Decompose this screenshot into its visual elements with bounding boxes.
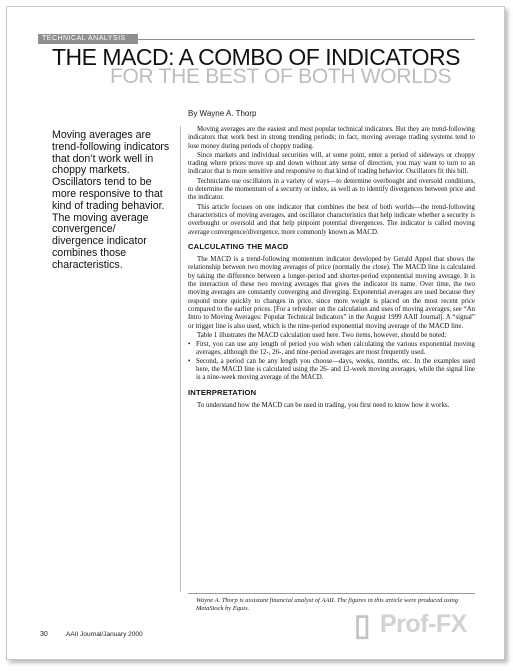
article-title: THE MACD: A COMBO OF INDICATORS bbox=[52, 44, 460, 70]
bio-rule bbox=[188, 593, 475, 594]
byline: By Wayne A. Thorp bbox=[188, 109, 257, 118]
body-paragraph: This article focuses on one indicator that combines the best of both worlds—the trend-following characteristics of moving averages, and oscillator characteristics that help indicate whether a security is overbought or oversold and that help pinpoint potential divergences. The indicator is called moving average convergence/divergence, more commonly known as MACD. bbox=[188, 203, 475, 236]
header-rule bbox=[134, 39, 475, 40]
watermark-text: Prof-FX bbox=[380, 610, 467, 638]
journal-issue: AAII Journal/January 2000 bbox=[66, 631, 143, 638]
section-tag: TECHNICAL ANALYSIS bbox=[38, 34, 138, 44]
section-heading-interpretation: INTERPRETATION bbox=[188, 387, 257, 397]
watermark-icon: ▯ bbox=[354, 609, 371, 642]
watermark-logo bbox=[350, 608, 490, 644]
bullet-list bbox=[188, 341, 475, 382]
column-divider bbox=[180, 126, 181, 592]
bullet-item: • Second, a period can be any length you choose—days, weeks, months, etc. In the examples used here, the MACD line is calculated using the 26- and 12-week moving averages, while the signal line is a nine-week moving average of the MACD. bbox=[188, 358, 475, 383]
article-subtitle: FOR THE BEST OF BOTH WORLDS bbox=[110, 65, 452, 88]
author-bio: Wayne A. Thorp is assistant financial analyst of AAII. The figures in this article were produced using MetaStock by Equis. bbox=[196, 597, 459, 612]
body-paragraph: Technicians use oscillators in a variety of ways—to determine overbought and oversold conditions, to determine the momentum of a security or index, as well as to identify divergences between price and the indicator. bbox=[188, 177, 475, 202]
body-paragraph: Table 1 illustrates the MACD calculation used here. Two items, however, should be noted: bbox=[197, 331, 447, 339]
body-paragraph: To understand how the MACD can be used in trading, you first need to know how it works. bbox=[197, 401, 450, 409]
page-number: 30 bbox=[40, 631, 48, 638]
body-paragraph: Since markets and individual securities will, at some point, enter a period of sideways or choppy trading where prices move up and down without any sense of direction, you may want to turn to an indicator that is more sensitive and responsive to that kind of trading behavior. Oscillators fit this bill. bbox=[188, 151, 475, 176]
body-paragraph: The MACD is a trend-following momentum indicator developed by Gerald Appel that shows the relationship between two moving averages of price (normally the close). The MACD line is calculated by taking the difference between a longer-period and shorter-period exponential moving average. It is the interaction of these two moving averages that gives the indicator its name. Over time, the two moving averages are constantly converging and diverging. Exponential averages are used because they respond more quickly to changes in price, since more weight is placed on the most recent price compared to the earlier prices. [For a refresher on the calculation and uses of moving averages, see “An Intro to Moving Averages: Popular Technical Indicators” in the August 1999 AAII Journal]. A “signal” or trigger line is also used, which is the nine-period exponential moving average of the MACD line. bbox=[188, 256, 475, 330]
article-body bbox=[188, 126, 475, 411]
bullet-item: • First, you can use any length of period you wish when calculating the various exponential moving averages, although the 12-, 26-, and nine-period averages are most frequently used. bbox=[188, 341, 475, 358]
body-paragraph: Moving averages are the easiest and most popular technical indicators. But they are trend-following indicators that work best in strong trending periods; in fact, moving average trading systems tend to lose money during periods of choppy trading. bbox=[188, 126, 475, 150]
pull-quote: Moving averages are trend-following indicators that don’t work well in choppy markets. Oscillators tend to be more responsive to that kind of trading behavior. The moving average convergence/ divergence indicator combines those characteristics. bbox=[52, 129, 170, 271]
section-heading-calculating: CALCULATING THE MACD bbox=[188, 241, 289, 251]
